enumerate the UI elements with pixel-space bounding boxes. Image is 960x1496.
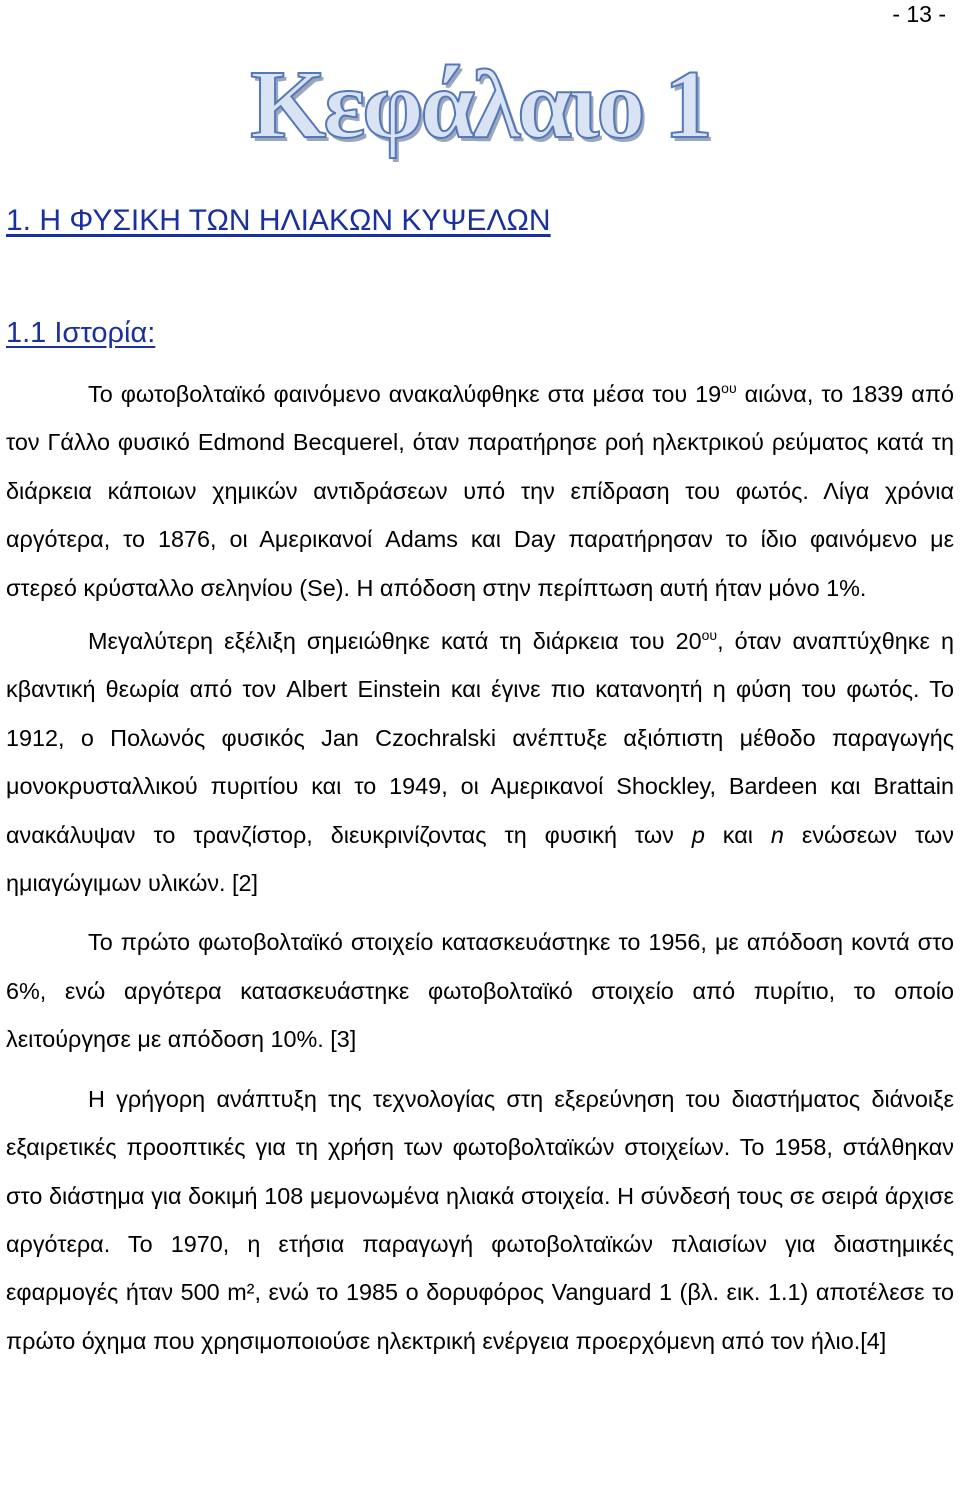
text-run: αιώνα, το 1839 από τον Γάλλο φυσικό Edmond Becquerel, όταν παρατήρησε ροή ηλεκτρικού ρεύματος κατά τη διάρκεια κάποιων χημικών αντιδράσεων υπό την επίδραση του φωτός. Λίγα χρόνια αργότερα, το 1876, οι Αμερικανοί Adams και Day παρατήρησαν το ίδιο φαινόμενο με στερεό κρύσταλλο σεληνίου (Se). Η απόδοση στην περίπτωση αυτή ήταν μόνο 1%.: [6, 381, 954, 601]
superscript-run: ου: [721, 380, 737, 396]
italic-run: p: [691, 821, 705, 848]
paragraph-1: [6, 370, 954, 612]
text-run: , όταν αναπτύχθηκε η κβαντική θεωρία από τον Albert Einstein και έγινε πιο κατανοητή η φύση του φωτός. Το 1912, ο Πολωνός φυσικός Jan Czochralski ανέπτυξε αξιόπιστη μέθοδο παραγωγής μονοκρυσταλλικού πυριτίου και το 1949, οι Αμερικανοί Shockley, Bardeen και Brattain ανακάλυψαν το τρανζίστορ, διευκρινίζοντας τη φυσική των: [6, 628, 954, 848]
text-run: Το πρώτο φωτοβολταϊκό στοιχείο κατασκευάστηκε το 1956, με απόδοση κοντά στο 6%, ενώ αργότερα κατασκευάστηκε φωτοβολταϊκό στοιχείο από πυρίτιο, το οποίο λειτούργησε με απόδοση 10%. [3]: [6, 929, 954, 1053]
text-run: Η γρήγορη ανάπτυξη της τεχνολογίας στη εξερεύνηση του διαστήματος διάνοιξε εξαιρετικές προοπτικές για τη χρήση των φωτοβολταϊκών στοιχείων. Το 1958, στάλθηκαν στο διάστημα για δοκιμή 108 μεμονωμένα ηλιακά στοιχεία. Η σύνδεσή τους σε σειρά άρχισε αργότερα. Το 1970, η ετήσια παραγωγή φωτοβολταϊκών πλαισίων για διαστημικές εφαρμογές ήταν 500 m², ενώ το 1985 ο δορυφόρος Vanguard 1 (βλ. εικ. 1.1) αποτέλεσε το πρώτο όχημα που χρησιμοποιούσε ηλεκτρική ενέργεια προερχόμενη από τον ήλιο.[4]: [6, 1085, 954, 1354]
subsection-heading: 1.1 Ιστορία:: [6, 317, 156, 349]
text-run: και: [704, 821, 771, 848]
section-heading: 1. Η ΦΥΣΙΚΗ ΤΩΝ ΗΛΙΑΚΩΝ ΚΥΨΕΛΩΝ: [6, 204, 551, 237]
text-run: Μεγαλύτερη εξέλιξη σημειώθηκε κατά τη διάρκεια του 20: [88, 628, 702, 655]
italic-run: n: [770, 821, 784, 848]
body-text: [6, 370, 954, 1365]
text-run: Το φωτοβολταϊκό φαινόμενο ανακαλύφθηκε στα μέσα του 19: [88, 381, 722, 407]
chapter-title: Κεφάλαιο 1: [250, 51, 710, 159]
paragraph-4: [6, 1075, 954, 1365]
text-run: ενώσεων των ημιαγώγιμων υλικών. [2]: [6, 821, 954, 897]
page-number: - 13 -: [892, 1, 946, 27]
paragraph-2: [6, 617, 954, 907]
paragraph-3: [6, 918, 954, 1063]
superscript-run: ου: [701, 627, 718, 644]
